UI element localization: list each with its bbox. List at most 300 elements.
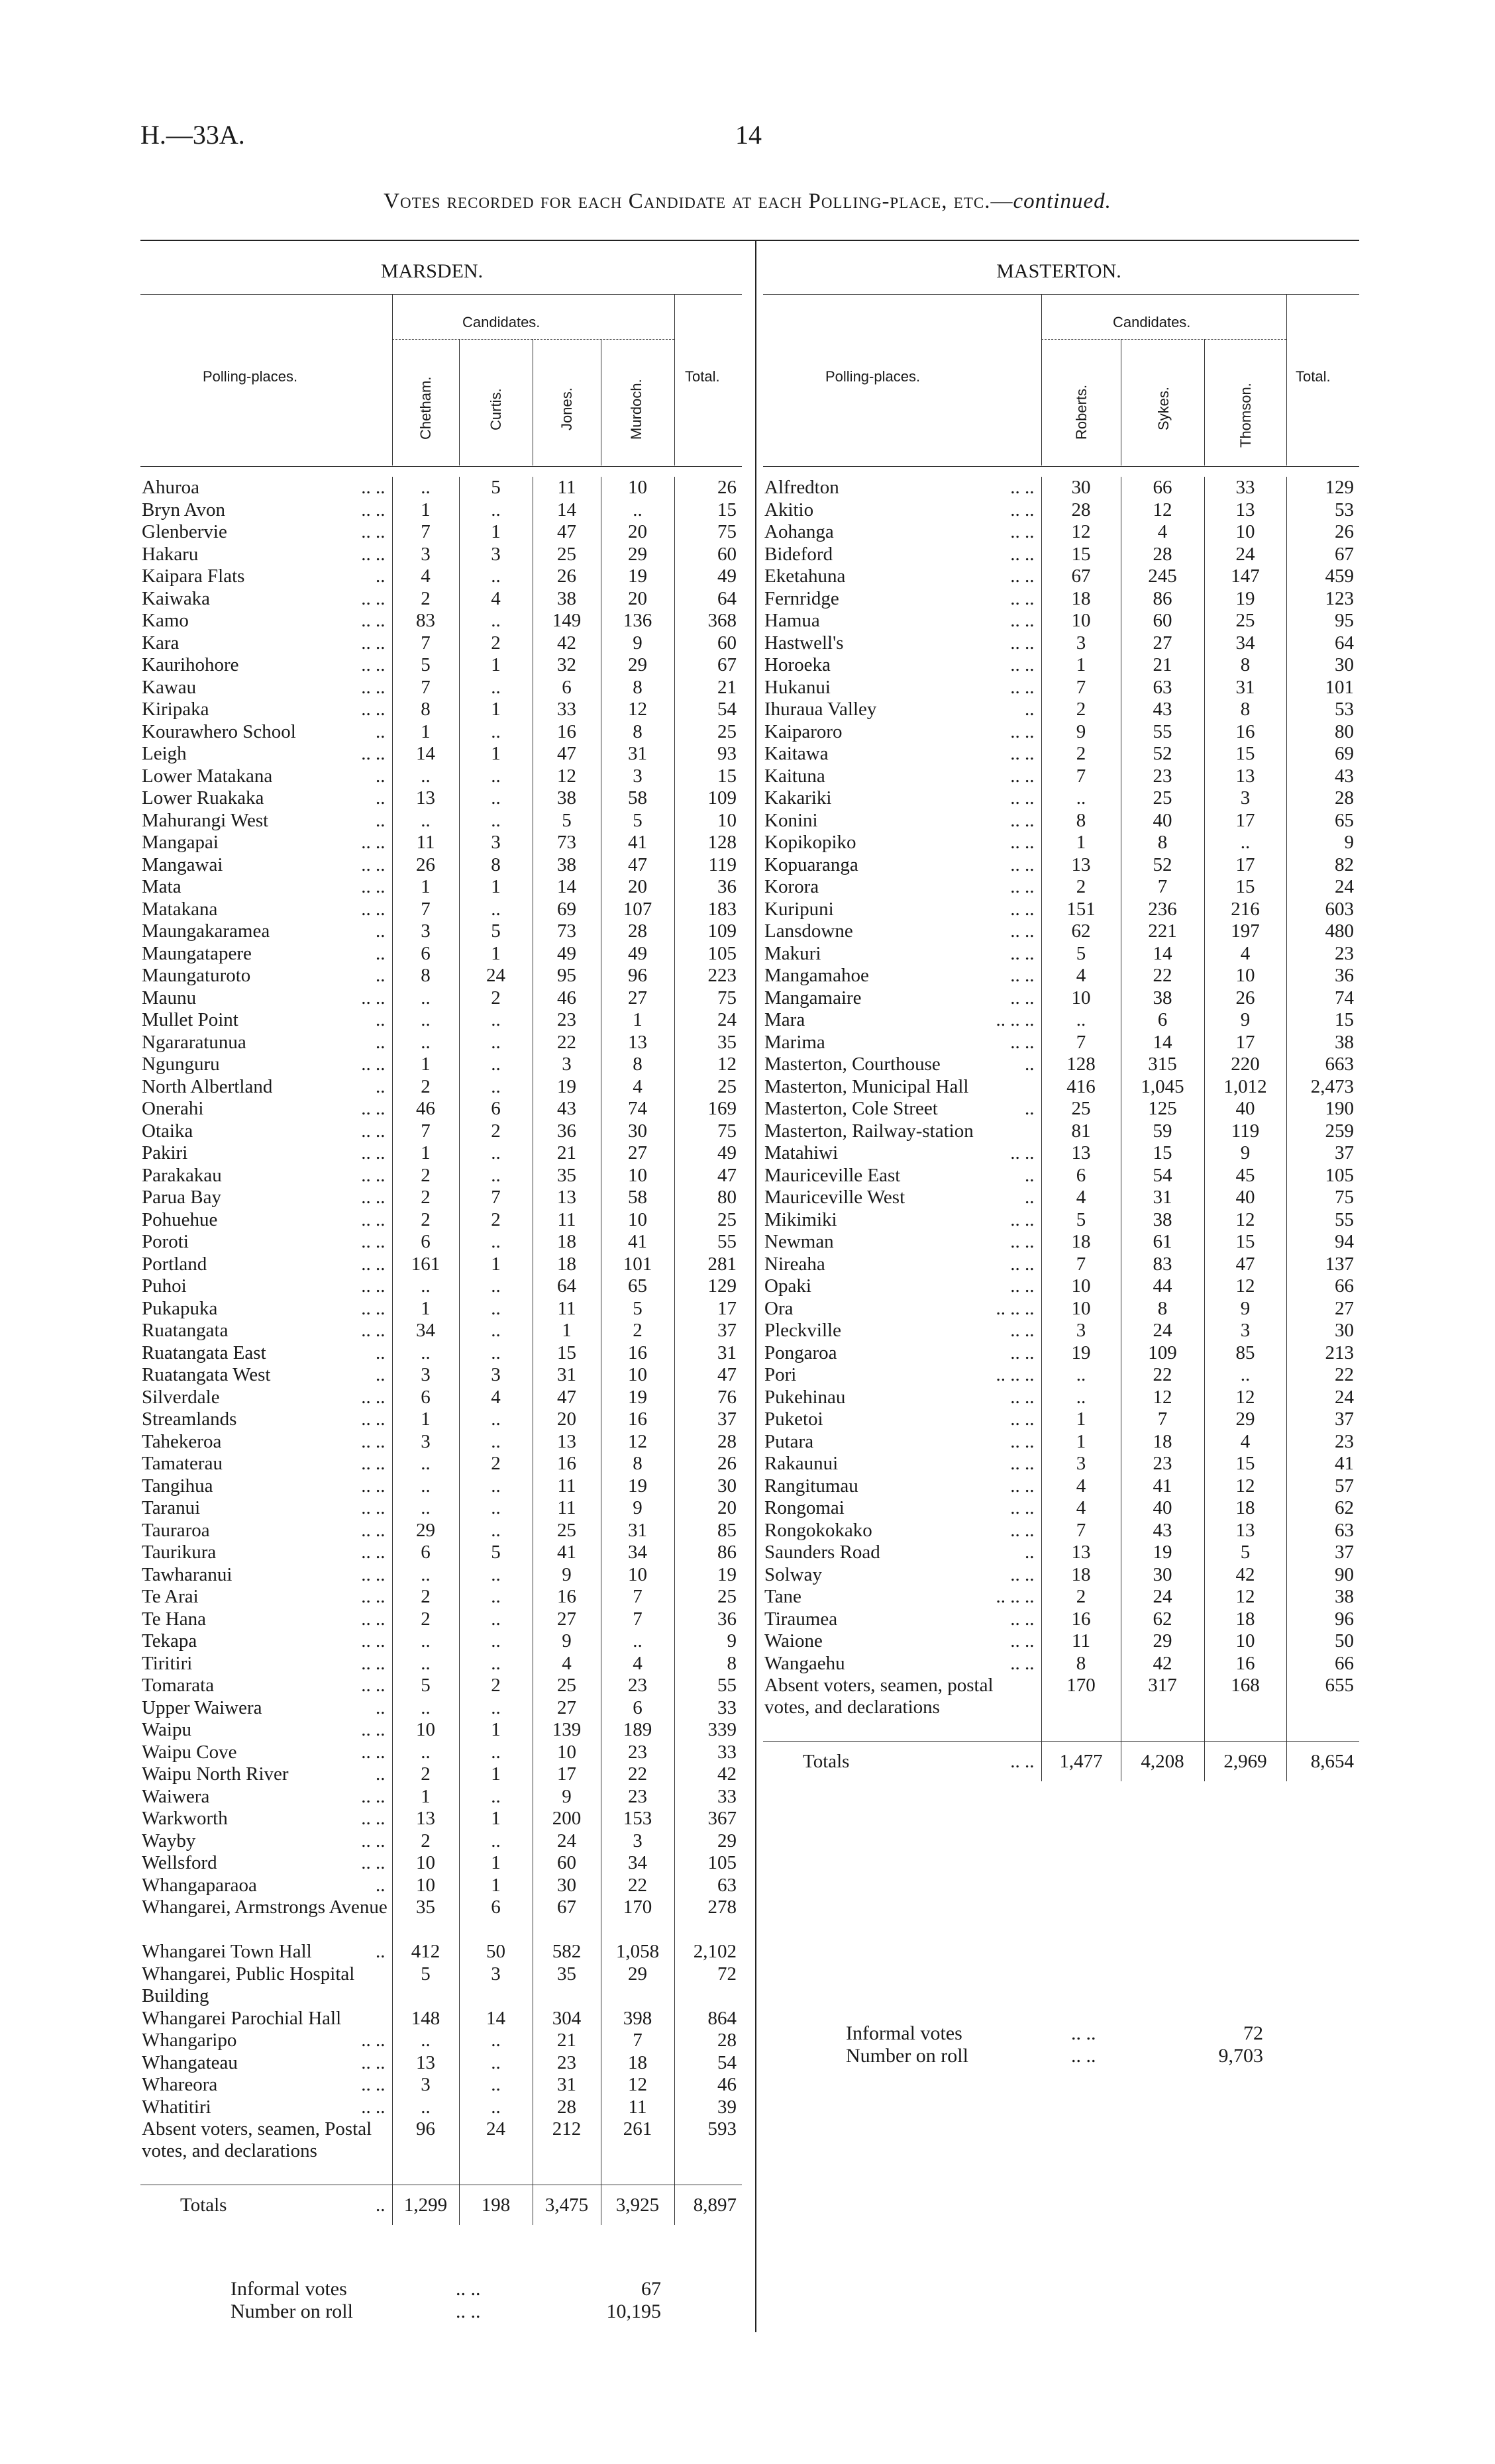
vote-cell: 18 — [601, 2052, 674, 2075]
table-row — [140, 1497, 742, 1520]
vote-cell: 46 — [533, 987, 601, 1010]
total-cell: 22 — [1286, 1364, 1359, 1387]
vote-cell: 11 — [601, 2096, 674, 2119]
vote-cell: .. — [459, 1342, 533, 1365]
table-row — [140, 876, 742, 899]
table-row — [140, 1653, 742, 1675]
total-cell: 63 — [674, 1875, 742, 1897]
polling-place-name: Maungatapere — [142, 942, 252, 964]
polling-place — [140, 566, 392, 588]
vote-cell: 1 — [1041, 1431, 1121, 1454]
vote-cell: 22 — [533, 1032, 601, 1054]
vote-cell: 58 — [601, 1187, 674, 1209]
vote-cell: 15 — [1041, 544, 1121, 566]
leader-dots: .. .. — [361, 1785, 386, 1807]
leader-dots: .. .. — [1010, 521, 1035, 543]
masterton-header-rule-3 — [1204, 339, 1205, 466]
vote-cell: 60 — [533, 1852, 601, 1875]
leader-dots: .. .. — [1010, 942, 1035, 964]
leader-dots: .. .. — [361, 1608, 386, 1630]
polling-place-name: Ora — [764, 1297, 794, 1319]
vote-cell: 220 — [1204, 1054, 1286, 1076]
polling-place — [140, 1231, 392, 1254]
leader-dots: .. — [376, 787, 386, 809]
vote-cell: 34 — [601, 1542, 674, 1564]
vote-cell: 13 — [601, 1032, 674, 1054]
vote-cell: 8 — [1041, 810, 1121, 832]
total-cell: 35 — [674, 1032, 742, 1054]
vote-cell: 64 — [533, 1275, 601, 1298]
vote-cell: 1 — [459, 1719, 533, 1742]
polling-place-name: Tauraroa — [142, 1519, 210, 1541]
vote-cell: 6 — [533, 677, 601, 699]
polling-place-name: Ruatangata — [142, 1320, 229, 1342]
polling-place — [763, 1275, 1041, 1298]
polling-place-name: Ngunguru — [142, 1054, 220, 1075]
table-row — [763, 1630, 1359, 1653]
leader-dots: .. .. .. — [996, 1297, 1035, 1319]
vote-cell: 12 — [533, 765, 601, 788]
vote-cell: 15 — [1204, 743, 1286, 765]
leader-dots: .. — [1025, 1054, 1035, 1075]
vote-cell: 7 — [1121, 1408, 1204, 1431]
vote-cell: 6 — [392, 1542, 459, 1564]
total-cell: 37 — [674, 1320, 742, 1342]
totals-label — [140, 2185, 392, 2226]
polling-place — [140, 2030, 392, 2052]
polling-place — [140, 1165, 392, 1187]
masterton-informal-label: Informal votes — [846, 2022, 962, 2044]
total-cell: 119 — [674, 854, 742, 877]
vote-cell: 3 — [601, 765, 674, 788]
vote-cell: 7 — [392, 1120, 459, 1143]
vote-cell: 3 — [1041, 1320, 1121, 1342]
vote-cell: 18 — [1204, 1497, 1286, 1520]
total-cell: 43 — [1286, 765, 1359, 788]
leader-dots: .. .. — [1010, 1386, 1035, 1408]
vote-cell: 11 — [533, 1475, 601, 1498]
vote-cell: 12 — [1121, 499, 1204, 522]
polling-place-name: Aohanga — [764, 521, 834, 543]
polling-place — [140, 1742, 392, 1764]
polling-place-name: Lower Ruakaka — [142, 787, 264, 809]
vote-cell: 5 — [459, 920, 533, 943]
polling-place — [140, 1875, 392, 1897]
vote-cell: 8 — [1204, 654, 1286, 677]
polling-place — [140, 1941, 392, 1963]
polling-place-name: Whangaparaoa — [142, 1874, 257, 1896]
vote-cell: 14 — [1121, 943, 1204, 965]
polling-place — [140, 1497, 392, 1520]
total-cell: 28 — [1286, 787, 1359, 810]
marsden-title: MARSDEN. — [380, 260, 484, 282]
vote-cell: 74 — [601, 1098, 674, 1120]
totals-vote-cell: 4,208 — [1121, 1742, 1204, 1782]
leader-dots: .. .. — [1010, 1497, 1035, 1519]
vote-cell: .. — [459, 1275, 533, 1298]
table-row — [763, 787, 1359, 810]
vote-cell: 23 — [533, 1009, 601, 1032]
polling-place — [763, 610, 1041, 632]
vote-cell: 1,012 — [1204, 1076, 1286, 1099]
vote-cell: .. — [392, 1697, 459, 1720]
polling-place-name: Makuri — [764, 942, 821, 964]
total-cell: 25 — [674, 1209, 742, 1232]
polling-place — [140, 1453, 392, 1475]
totals-vote-cell: 198 — [459, 2185, 533, 2226]
polling-place-name: Te Hana — [142, 1608, 206, 1630]
leader-dots: .. — [1025, 699, 1035, 720]
vote-cell: 12 — [1204, 1209, 1286, 1232]
masterton-table-body — [763, 477, 1359, 1781]
vote-cell: 22 — [1121, 965, 1204, 987]
vote-cell: 16 — [601, 1342, 674, 1365]
vote-cell: 1 — [392, 1298, 459, 1320]
polling-place — [763, 588, 1041, 611]
vote-cell: .. — [459, 1320, 533, 1342]
polling-place-name: Hukanui — [764, 676, 831, 698]
vote-cell: 13 — [392, 787, 459, 810]
vote-cell: 15 — [533, 1342, 601, 1365]
total-cell: 30 — [1286, 1320, 1359, 1342]
polling-place — [140, 1364, 392, 1387]
polling-place — [763, 1653, 1041, 1675]
total-cell: 169 — [674, 1098, 742, 1120]
vote-cell: 14 — [459, 2008, 533, 2030]
total-cell: 36 — [1286, 965, 1359, 987]
vote-cell: 10 — [601, 1564, 674, 1587]
table-row — [763, 765, 1359, 788]
polling-place — [140, 920, 392, 943]
masterton-informal-value: 72 — [1243, 2022, 1263, 2044]
total-cell: 281 — [674, 1254, 742, 1276]
vote-cell: 5 — [392, 1675, 459, 1697]
vote-cell: .. — [392, 1630, 459, 1653]
leader-dots: .. — [376, 1697, 386, 1718]
total-cell: 129 — [674, 1275, 742, 1298]
table-row — [763, 920, 1359, 943]
table-row — [140, 1830, 742, 1853]
leader-dots: .. .. — [361, 1386, 386, 1408]
polling-place — [763, 1387, 1041, 1409]
table-row — [763, 1387, 1359, 1409]
vote-cell: 9 — [533, 1786, 601, 1808]
vote-cell: 3 — [1204, 787, 1286, 810]
vote-cell: 1 — [459, 521, 533, 544]
masterton-informal-block — [846, 2022, 1263, 2075]
vote-cell: 96 — [601, 965, 674, 987]
vote-cell: 31 — [533, 1364, 601, 1387]
marsden-roll-label: Number on roll — [231, 2300, 353, 2322]
total-cell: 9 — [1286, 832, 1359, 854]
table-row — [763, 1054, 1359, 1076]
leader-dots: .. — [376, 1364, 386, 1386]
leader-dots: .. .. — [361, 1675, 386, 1697]
vote-cell: 73 — [533, 920, 601, 943]
polling-place — [763, 899, 1041, 921]
vote-cell: 34 — [601, 1852, 674, 1875]
vote-cell: .. — [459, 1165, 533, 1187]
vote-cell: 49 — [533, 943, 601, 965]
vote-cell: 4 — [1204, 1431, 1286, 1454]
marsden-informal-block — [231, 2278, 661, 2331]
vote-cell: .. — [459, 1298, 533, 1320]
leader-dots: .. .. — [1010, 1652, 1035, 1674]
vote-cell: 5 — [459, 1542, 533, 1564]
leader-dots: .. .. — [1010, 1208, 1035, 1230]
polling-place — [140, 1697, 392, 1720]
table-row — [763, 632, 1359, 655]
polling-place — [140, 544, 392, 566]
vote-cell: 1 — [1041, 654, 1121, 677]
vote-cell: .. — [392, 987, 459, 1010]
polling-place-name: Streamlands — [142, 1408, 237, 1430]
total-cell: 74 — [1286, 987, 1359, 1010]
polling-place-name: Kara — [142, 632, 180, 654]
vote-cell: 19 — [1041, 1342, 1121, 1365]
total-cell: 109 — [674, 920, 742, 943]
vote-cell: 18 — [1041, 1564, 1121, 1587]
polling-place — [763, 1630, 1041, 1653]
vote-cell: .. — [459, 566, 533, 588]
table-row — [763, 1120, 1359, 1143]
leader-dots: .. .. — [1010, 1519, 1035, 1541]
totals-label-text: Totals — [803, 1751, 850, 1772]
polling-place — [140, 588, 392, 611]
vote-cell: .. — [392, 1342, 459, 1365]
table-row — [763, 610, 1359, 632]
total-cell: 23 — [1286, 943, 1359, 965]
table-row — [763, 1564, 1359, 1587]
total-cell: 2,102 — [674, 1941, 742, 1963]
vote-cell: 60 — [1121, 610, 1204, 632]
leader-dots: .. — [376, 566, 386, 587]
vote-cell: 10 — [392, 1719, 459, 1742]
polling-place-name: Maungaturoto — [142, 965, 251, 987]
polling-place — [140, 1298, 392, 1320]
polling-place-name: North Albertland — [142, 1075, 273, 1097]
polling-place-name: Pleckville — [764, 1320, 841, 1342]
vote-cell: 6 — [459, 1897, 533, 1941]
polling-place-name: Lansdowne — [764, 920, 853, 942]
leader-dots: .. .. — [361, 2096, 386, 2118]
polling-place-name: Maunu — [142, 987, 197, 1009]
polling-place — [140, 1054, 392, 1076]
polling-place — [140, 1852, 392, 1875]
table-row — [763, 588, 1359, 611]
polling-place — [140, 943, 392, 965]
vote-cell: 4 — [601, 1653, 674, 1675]
polling-place — [140, 1586, 392, 1608]
polling-place — [763, 1564, 1041, 1587]
masterton-roll-value: 9,703 — [1218, 2045, 1263, 2067]
polling-place-name: Kopuaranga — [764, 854, 858, 875]
leader-dots: .. .. — [1010, 1320, 1035, 1342]
leader-dots: .. .. — [361, 1120, 386, 1142]
table-row — [140, 721, 742, 744]
table-row — [763, 654, 1359, 677]
vote-cell: 6 — [1041, 1165, 1121, 1187]
leader-dots: .. — [376, 965, 386, 987]
polling-place-name: Puhoi — [142, 1275, 187, 1297]
total-cell: 86 — [674, 1542, 742, 1564]
polling-place-name: Masterton, Courthouse — [764, 1054, 941, 1075]
polling-place — [763, 477, 1041, 499]
polling-place — [763, 566, 1041, 588]
polling-place-name: Parakakau — [142, 1164, 222, 1186]
total-cell: 21 — [674, 677, 742, 699]
table-row — [140, 1453, 742, 1475]
vote-cell: 119 — [1204, 1120, 1286, 1143]
vote-cell: 21 — [533, 1142, 601, 1165]
vote-cell: 46 — [392, 1098, 459, 1120]
total-cell: 38 — [1286, 1586, 1359, 1608]
table-row — [763, 677, 1359, 699]
polling-place — [140, 1209, 392, 1232]
total-cell: 603 — [1286, 899, 1359, 921]
polling-place-name: Ruatangata West — [142, 1364, 271, 1386]
leader-dots: .. .. — [1010, 832, 1035, 854]
table-row — [140, 1275, 742, 1298]
vote-cell: 41 — [601, 1231, 674, 1254]
polling-place-name: Mauriceville West — [764, 1187, 905, 1208]
leader-dots: .. .. — [1010, 1563, 1035, 1585]
table-row — [763, 477, 1359, 499]
vote-cell: 6 — [392, 943, 459, 965]
vote-cell: 15 — [1204, 1231, 1286, 1254]
vote-cell: 2 — [392, 1076, 459, 1099]
table-row — [763, 1542, 1359, 1564]
vote-cell: 86 — [1121, 588, 1204, 611]
leader-dots: .. .. — [361, 1563, 386, 1585]
total-cell: 37 — [1286, 1408, 1359, 1431]
table-row — [140, 1763, 742, 1786]
vote-cell: 11 — [1041, 1630, 1121, 1653]
vote-cell: 4 — [601, 1076, 674, 1099]
leader-dots: .. .. — [1010, 1142, 1035, 1164]
vote-cell: .. — [392, 2030, 459, 2052]
total-cell: 64 — [674, 588, 742, 611]
polling-place — [763, 1231, 1041, 1254]
vote-cell: 153 — [601, 1808, 674, 1830]
table-row — [140, 588, 742, 611]
vote-cell: 13 — [1041, 854, 1121, 877]
vote-cell: 41 — [1121, 1475, 1204, 1498]
vote-cell: 18 — [1041, 588, 1121, 611]
polling-place-name: Maungakaramea — [142, 920, 270, 942]
total-cell: 33 — [674, 1786, 742, 1808]
vote-cell: 12 — [601, 699, 674, 721]
vote-cell: 315 — [1121, 1054, 1204, 1076]
vote-cell: .. — [601, 1630, 674, 1653]
vote-cell: 28 — [601, 920, 674, 943]
leader-dots: .. .. — [1010, 743, 1035, 765]
vote-cell: 1 — [392, 721, 459, 744]
leader-dots: .. .. — [1010, 1342, 1035, 1363]
vote-cell: 1 — [392, 1054, 459, 1076]
polling-place — [140, 1608, 392, 1631]
vote-cell: 47 — [533, 521, 601, 544]
polling-place — [140, 2096, 392, 2119]
polling-place-name: Kawau — [142, 676, 197, 698]
table-row — [763, 1009, 1359, 1032]
total-cell: 480 — [1286, 920, 1359, 943]
vote-cell: 38 — [533, 787, 601, 810]
leader-dots: .. .. — [361, 1231, 386, 1253]
vote-cell: 3 — [392, 1364, 459, 1387]
vote-cell: 55 — [1121, 721, 1204, 744]
total-cell: 223 — [674, 965, 742, 987]
table-row — [140, 1852, 742, 1875]
leader-dots: .. .. — [1010, 1031, 1035, 1053]
vote-cell: 15 — [1204, 1453, 1286, 1475]
polling-place — [763, 1209, 1041, 1232]
totals-vote-cell: 1,477 — [1041, 1742, 1121, 1782]
polling-place — [140, 1786, 392, 1808]
vote-cell: 24 — [1204, 544, 1286, 566]
total-cell: 75 — [674, 987, 742, 1010]
vote-cell: 23 — [1121, 1453, 1204, 1475]
total-cell: 593 — [674, 2118, 742, 2185]
vote-cell: 4 — [459, 588, 533, 611]
vote-cell: 29 — [601, 1963, 674, 2008]
vote-cell: 1 — [459, 699, 533, 721]
leader-dots: .. .. — [361, 1808, 386, 1830]
polling-place — [763, 1142, 1041, 1165]
leader-dots: .. .. — [361, 1586, 386, 1608]
vote-cell: 26 — [533, 566, 601, 588]
table-row — [763, 1586, 1359, 1608]
polling-place-name: Wangaehu — [764, 1652, 845, 1674]
vote-cell: 8 — [459, 854, 533, 877]
vote-cell: 7 — [1041, 765, 1121, 788]
table-row — [763, 544, 1359, 566]
vote-cell: 31 — [601, 1520, 674, 1542]
polling-place — [763, 1187, 1041, 1209]
leader-dots: .. .. — [361, 832, 386, 854]
polling-place-name: Matakana — [142, 898, 218, 920]
table-row — [763, 1342, 1359, 1365]
vote-cell: 2 — [392, 588, 459, 611]
table-row — [140, 1542, 742, 1564]
table-row — [140, 632, 742, 655]
vote-cell: .. — [459, 1431, 533, 1454]
table-row — [140, 1054, 742, 1076]
leader-dots: .. — [376, 2194, 386, 2216]
vote-cell: 7 — [1041, 1520, 1121, 1542]
polling-place — [763, 1431, 1041, 1454]
masterton-total-label: Total. — [1296, 368, 1331, 385]
total-cell: 67 — [1286, 544, 1359, 566]
vote-cell: 4 — [1121, 521, 1204, 544]
vote-cell: 47 — [533, 743, 601, 765]
table-row — [140, 677, 742, 699]
marsden-candidate-curtis: Curtis. — [488, 388, 504, 430]
leader-dots: .. .. — [361, 1320, 386, 1342]
leader-dots: .. .. — [361, 898, 386, 920]
table-row — [140, 1630, 742, 1653]
table-row — [140, 2030, 742, 2052]
table-row — [140, 1320, 742, 1342]
total-cell: 54 — [674, 699, 742, 721]
leader-dots: .. .. — [361, 1497, 386, 1519]
vote-cell: 29 — [392, 1520, 459, 1542]
vote-cell: .. — [459, 1830, 533, 1853]
table-row — [763, 1209, 1359, 1232]
leader-dots: .. .. — [1010, 543, 1035, 565]
polling-place — [140, 1520, 392, 1542]
vote-cell: 52 — [1121, 743, 1204, 765]
